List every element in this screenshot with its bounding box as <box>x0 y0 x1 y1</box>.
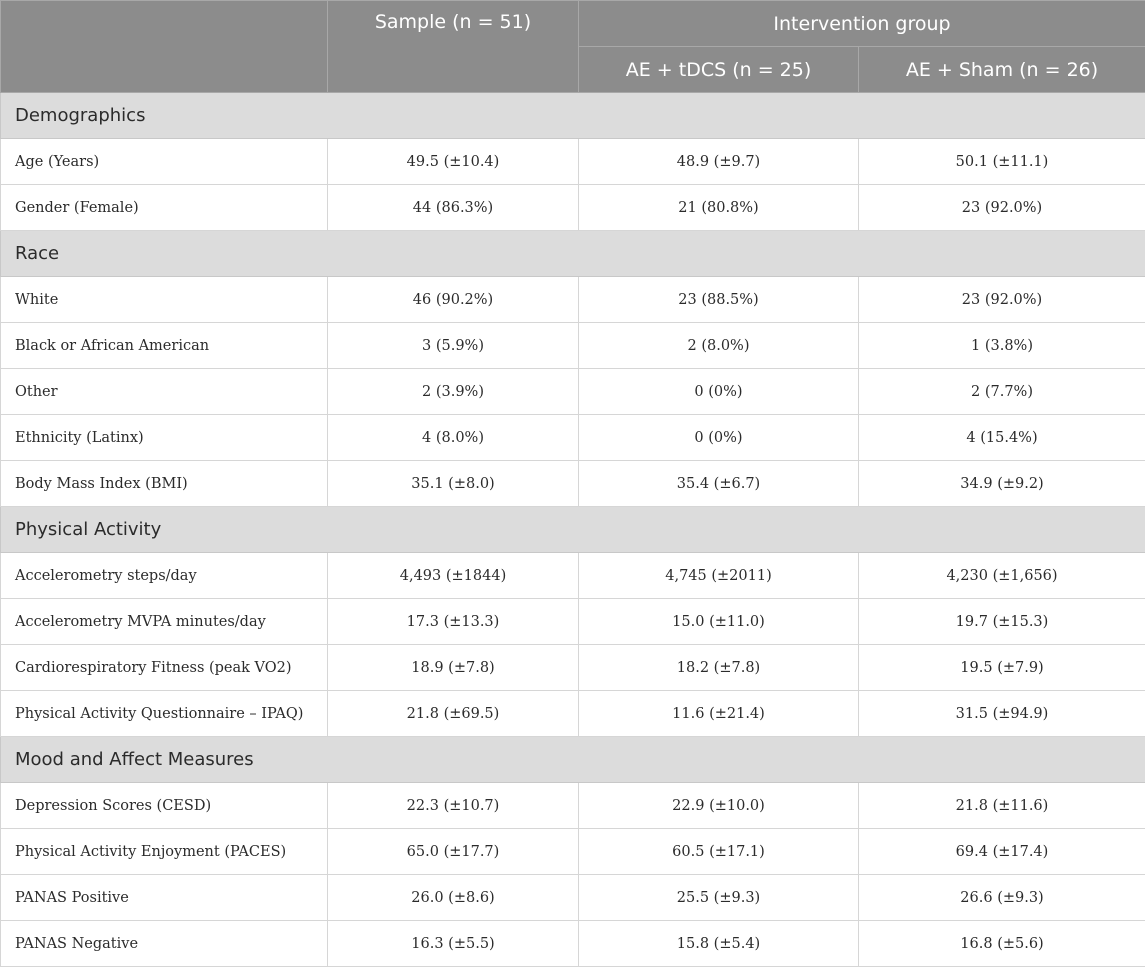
table-row <box>1 139 1145 185</box>
section-title: Mood and Affect Measures <box>1 737 1145 783</box>
cell-sample: 3 (5.9%) <box>328 323 579 369</box>
section-row <box>1 93 1145 139</box>
cell-sample: 4 (8.0%) <box>328 415 579 461</box>
cell-sham: 4,230 (±1,656) <box>859 553 1145 599</box>
header-sham: AE + Sham (n = 26) <box>859 47 1145 93</box>
cell-sham: 16.8 (±5.6) <box>859 921 1145 967</box>
table-row <box>1 875 1145 921</box>
cell-sham: 1 (3.8%) <box>859 323 1145 369</box>
cell-sample: 35.1 (±8.0) <box>328 461 579 507</box>
row-label: Black or African American <box>1 323 328 369</box>
cell-sham: 19.5 (±7.9) <box>859 645 1145 691</box>
table-row <box>1 277 1145 323</box>
row-label: PANAS Negative <box>1 921 328 967</box>
cell-tdcs: 11.6 (±21.4) <box>579 691 859 737</box>
row-label: Age (Years) <box>1 139 328 185</box>
table-row <box>1 691 1145 737</box>
row-label: Accelerometry MVPA minutes/day <box>1 599 328 645</box>
cell-tdcs: 2 (8.0%) <box>579 323 859 369</box>
cell-sham: 19.7 (±15.3) <box>859 599 1145 645</box>
row-label: Physical Activity Enjoyment (PACES) <box>1 829 328 875</box>
section-title: Demographics <box>1 93 1145 139</box>
cell-sham: 21.8 (±11.6) <box>859 783 1145 829</box>
cell-sample: 18.9 (±7.8) <box>328 645 579 691</box>
cell-tdcs: 35.4 (±6.7) <box>579 461 859 507</box>
section-row <box>1 231 1145 277</box>
cell-sample: 22.3 (±10.7) <box>328 783 579 829</box>
row-label: Gender (Female) <box>1 185 328 231</box>
cell-sham: 34.9 (±9.2) <box>859 461 1145 507</box>
table-row <box>1 461 1145 507</box>
cell-tdcs: 23 (88.5%) <box>579 277 859 323</box>
row-label: Accelerometry steps/day <box>1 553 328 599</box>
cell-tdcs: 4,745 (±2011) <box>579 553 859 599</box>
cell-sample: 16.3 (±5.5) <box>328 921 579 967</box>
cell-sample: 46 (90.2%) <box>328 277 579 323</box>
cell-sham: 23 (92.0%) <box>859 185 1145 231</box>
table-row <box>1 645 1145 691</box>
cell-tdcs: 48.9 (±9.7) <box>579 139 859 185</box>
cell-sample: 21.8 (±69.5) <box>328 691 579 737</box>
row-label: Body Mass Index (BMI) <box>1 461 328 507</box>
cell-tdcs: 25.5 (±9.3) <box>579 875 859 921</box>
cell-sample: 26.0 (±8.6) <box>328 875 579 921</box>
cell-tdcs: 15.8 (±5.4) <box>579 921 859 967</box>
table-row <box>1 829 1145 875</box>
cell-tdcs: 60.5 (±17.1) <box>579 829 859 875</box>
table-row <box>1 553 1145 599</box>
section-row <box>1 507 1145 553</box>
row-label: Depression Scores (CESD) <box>1 783 328 829</box>
cell-sample: 44 (86.3%) <box>328 185 579 231</box>
table-row <box>1 185 1145 231</box>
row-label: Ethnicity (Latinx) <box>1 415 328 461</box>
row-label: Physical Activity Questionnaire – IPAQ) <box>1 691 328 737</box>
table-header <box>1 1 1145 93</box>
cell-sham: 69.4 (±17.4) <box>859 829 1145 875</box>
row-label: White <box>1 277 328 323</box>
table-body <box>1 93 1145 967</box>
cell-tdcs: 15.0 (±11.0) <box>579 599 859 645</box>
row-label: Cardiorespiratory Fitness (peak VO2) <box>1 645 328 691</box>
cell-sample: 49.5 (±10.4) <box>328 139 579 185</box>
header-blank-cell <box>1 1 328 93</box>
cell-sample: 2 (3.9%) <box>328 369 579 415</box>
table-row <box>1 783 1145 829</box>
cell-sample: 4,493 (±1844) <box>328 553 579 599</box>
cell-sham: 2 (7.7%) <box>859 369 1145 415</box>
row-label: Other <box>1 369 328 415</box>
cell-sample: 65.0 (±17.7) <box>328 829 579 875</box>
cell-sham: 50.1 (±11.1) <box>859 139 1145 185</box>
section-row <box>1 737 1145 783</box>
table-row <box>1 599 1145 645</box>
header-intervention-group: Intervention group <box>579 1 1145 47</box>
cell-sample: 17.3 (±13.3) <box>328 599 579 645</box>
cell-tdcs: 22.9 (±10.0) <box>579 783 859 829</box>
cell-sham: 26.6 (±9.3) <box>859 875 1145 921</box>
cell-tdcs: 0 (0%) <box>579 415 859 461</box>
cell-sham: 23 (92.0%) <box>859 277 1145 323</box>
header-tdcs: AE + tDCS (n = 25) <box>579 47 859 93</box>
header-sample: Sample (n = 51) <box>328 1 579 93</box>
row-label: PANAS Positive <box>1 875 328 921</box>
table-row <box>1 369 1145 415</box>
cell-sham: 4 (15.4%) <box>859 415 1145 461</box>
section-title: Race <box>1 231 1145 277</box>
section-title: Physical Activity <box>1 507 1145 553</box>
cell-tdcs: 0 (0%) <box>579 369 859 415</box>
cell-tdcs: 21 (80.8%) <box>579 185 859 231</box>
cell-tdcs: 18.2 (±7.8) <box>579 645 859 691</box>
table-row <box>1 323 1145 369</box>
cell-sham: 31.5 (±94.9) <box>859 691 1145 737</box>
table-row <box>1 415 1145 461</box>
